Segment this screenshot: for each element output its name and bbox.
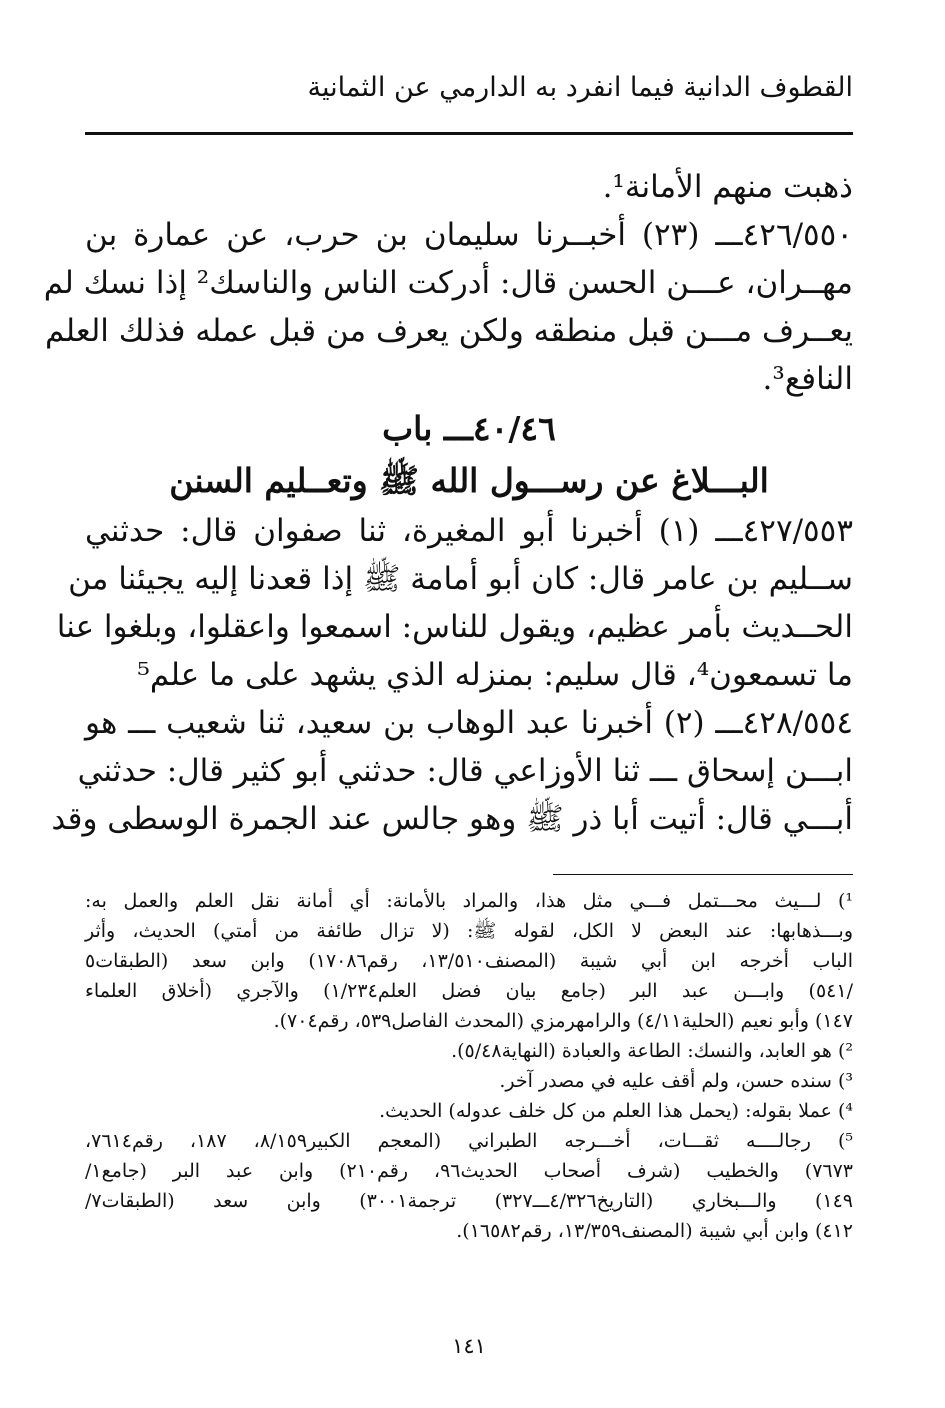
footnote-line: ٤١٢) وابن أبي شيبة (المصنف١٣/٣٥٩، رقم١٦٥٨٢). [456, 1220, 853, 1242]
footnote-line: ٧٦٧٣) والخطيب (شرف أصحاب الحديث٩٦، رقم٢١٠) وابن عبد البر (جامع١/ [85, 1160, 854, 1182]
text-block-1 [43, 163, 853, 403]
text-line: يعــرف مـــن قبل منطقه ولكن يعرف من قبل عمله فذلك العلم [45, 313, 853, 349]
text-line: ٤٢٦/٥٥٠ـــ (٢٣) أخبــرنا سليمان بن حرب، عن عمارة بن [85, 217, 853, 253]
text-line: الحــديث بأمر عظيم، ويقول للناس: اسمعوا واعقلوا، وبلغوا عنا [56, 609, 853, 645]
footnote-line: ³) سنده حسن، ولم أقف عليه في مصدر آخر. [499, 1070, 853, 1092]
text-line: أبـــي قال: أتيت أبا ذر ﷺ وهو جالس عند الجمرة الوسطى وقد [51, 801, 853, 837]
text-line: ٤٢٧/٥٥٣ـــ (١) أخبرنا أبو المغيرة، ثنا صفوان قال: حدثني [85, 513, 853, 549]
main-text [43, 163, 853, 843]
footnote-line: الباب أخرجه ابن أبي شيبة (المصنف١٣/٥١٠، رقم١٧٠٨٦) وابن سعد (الطبقات٥ [85, 950, 853, 972]
text-line: النافع³. [762, 361, 853, 397]
footnote-line: ¹) لـــيث محـــتمل فـــي مثل هذا، والمراد بالأمانة: أي أمانة نقل العلم والعمل به: [85, 890, 853, 912]
text-line: ٤٢٨/٥٥٤ـــ (٢) أخبرنا عبد الوهاب بن سعيد، ثنا شعيب ـــ هو [85, 705, 853, 741]
footnote-line: وبـــذهابها: عند البعض لا الكل، لقوله ﷺ: (لا تزال طائفة من أمتي) الحديث، وأثر [85, 920, 853, 942]
page-number: ١٤١ [452, 1334, 486, 1358]
text-line: ما تسمعون⁴، قال سليم: بمنزله الذي يشهد على ما علم⁵ [137, 657, 853, 693]
book-page [43, 0, 854, 1408]
footnote-rule [553, 874, 853, 875]
text-block-2 [51, 507, 853, 843]
text-line: ابـــن إسحاق ـــ ثنا الأوزاعي قال: حدثني أبو كثير قال: حدثني [77, 753, 853, 789]
text-line: ذهبت منهم الأمانة¹. [602, 169, 853, 205]
footnote-line: ²) هو العابد، والنسك: الطاعة والعبادة (النهاية٥/٤٨). [451, 1040, 853, 1062]
footnotes [85, 886, 853, 1246]
footnote-line: ⁴) عملا بقوله: (يحمل هذا العلم من كل خلف عدوله) الحديث. [379, 1100, 853, 1122]
footnote-line: /٥٤١) وابـــن عبد البر (جامع بيان فضل العلم١/٢٣٤) والآجري (أخلاق العلماء [85, 980, 853, 1002]
text-line: مهــران، عـــن الحسن قال: أدركت الناس والناسك² إذا نسك لم [43, 265, 853, 301]
text-line: ســليم بن عامر قال: كان أبو أمامة ﷺ إذا قعدنا إليه يجيئنا من [68, 561, 853, 597]
chapter-heading: ٤٠/٤٦ـــ باب [382, 409, 556, 448]
running-header: القطوف الدانية فيما انفرد به الدارمي عن الثمانية [307, 72, 853, 103]
chapter-title: البـــلاغ عن رســـول الله ﷺ وتعــليم السنن [169, 461, 769, 500]
footnote-line: ١٤٧) وأبو نعيم (الحلية٤/١١) والرامهرمزي (المحدث الفاصل٥٣٩، رقم٧٠٤). [273, 1010, 853, 1032]
footnote-line: ١٤٩) والـــبخاري (التاريخ٤/٣٢٦ـــ٣٢٧) ترجمة٣٠٠١) وابن سعد (الطبقات٧/ [85, 1190, 853, 1212]
footnote-line: ⁵) رجالــــه ثقـــات، أخـــرجه الطبراني (المعجم الكبير٨/١٥٩، ١٨٧، رقم٧٦١٤، [85, 1130, 854, 1152]
header-rule [85, 132, 853, 135]
